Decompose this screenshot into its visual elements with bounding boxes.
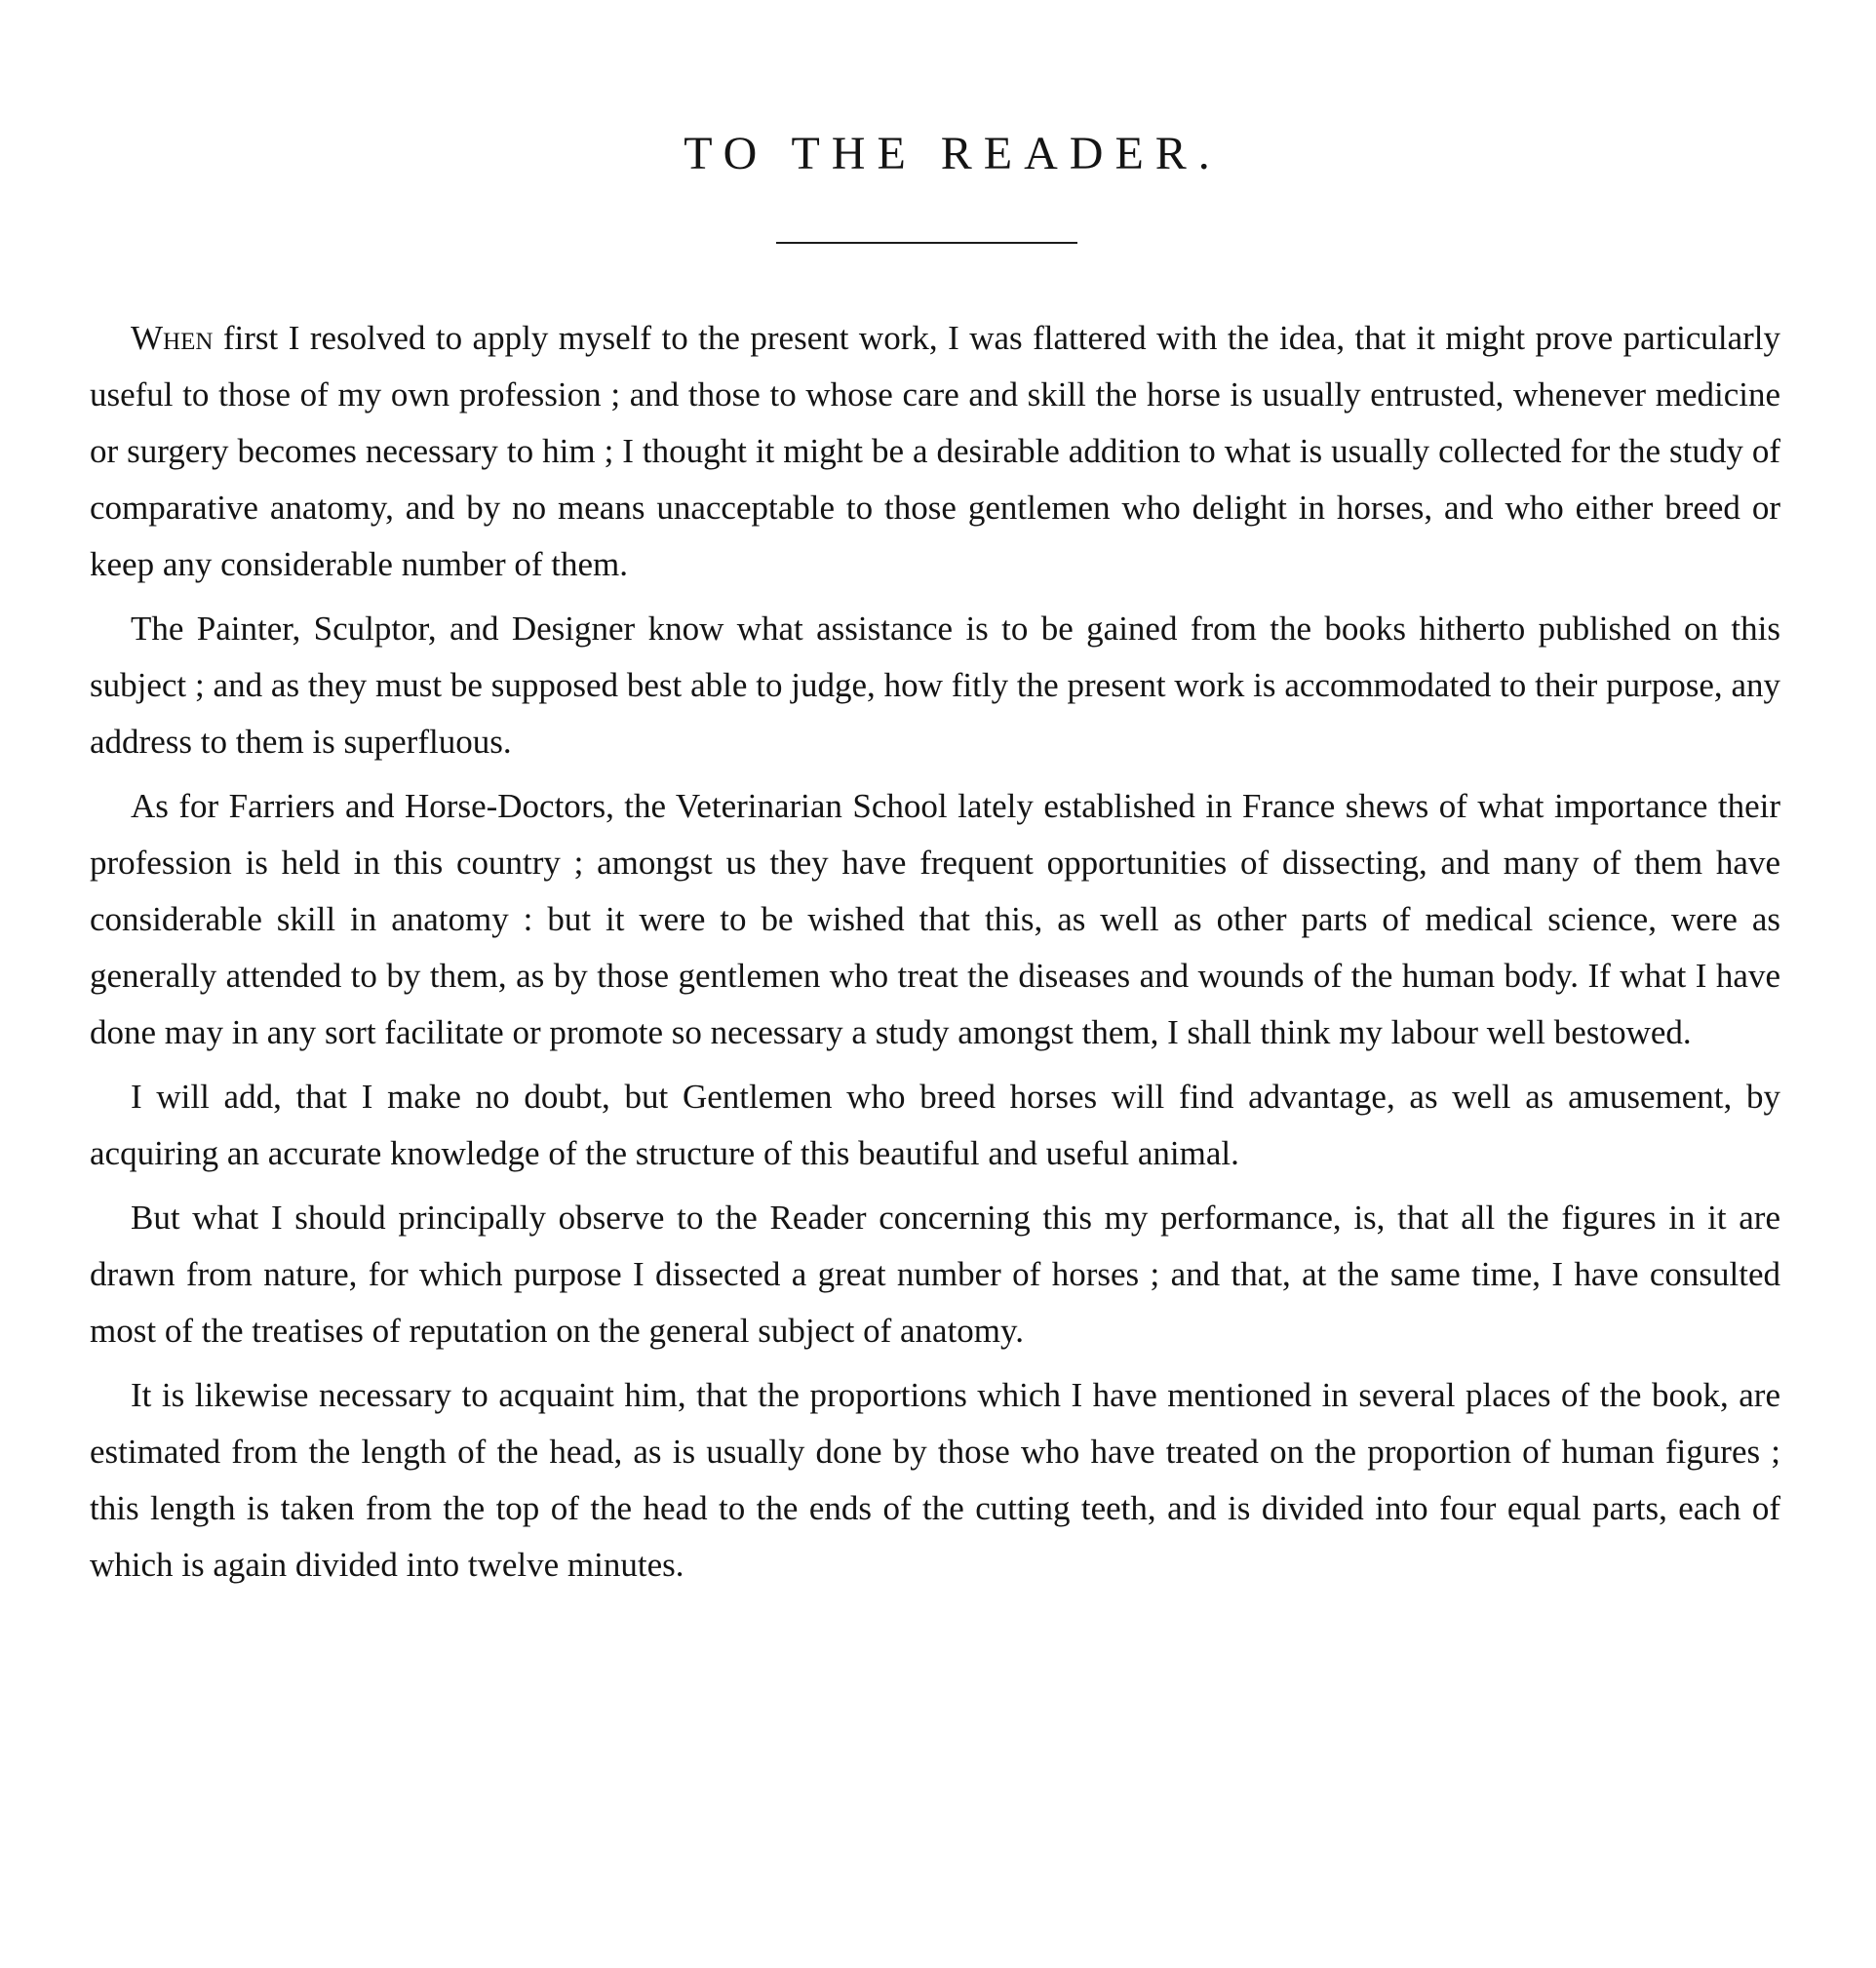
paragraph-6: It is likewise necessary to acquaint him, that the proportions which I have mentioned in several places of the book, are estimated from the length of the head, as is usually done by those who have treated on the proportion of human figures ; this length is taken from the top of the head to the ends of the cutting teeth, and is divided into four equal parts, each of which is again divided into twelve minutes. <box>90 1376 1780 1584</box>
paragraph-1-lead: When <box>131 319 214 357</box>
paragraph-1 <box>90 310 1780 593</box>
body-text <box>90 310 1780 1594</box>
paragraph-5: But what I should principally observe to the Reader concerning this my performance, is, that all the figures in it are drawn from nature, for which purpose I dissected a great number of horses ; and that, at the same time, I have consulted most of the treatises of reputation on the general subject of anatomy. <box>90 1199 1780 1350</box>
paragraph-3: As for Farriers and Horse-Doctors, the Veterinarian School lately established in France shews of what importance their profession is held in this country ; amongst us they have frequent opportunities of dissecting, and many of them have considerable skill in anatomy : but it were to be wished that this, as well as other parts of medical science, were as generally attended to by them, as by those gentlemen who treat the diseases and wounds of the human body. If what I have done may in any sort facilitate or promote so necessary a study amongst them, I shall think my labour well bestowed. <box>90 787 1780 1051</box>
title-rule <box>776 242 1077 244</box>
page-title: TO THE READER. <box>684 128 1222 179</box>
paragraph-2: The Painter, Sculptor, and Designer know what assistance is to be gained from the books hitherto published on this subject ; and as they must be supposed best able to judge, how fitly the present work is accommodated to their purpose, any address to them is superfluous. <box>90 610 1780 761</box>
paragraph-4: I will add, that I make no doubt, but Gentlemen who breed horses will find advantage, as well as amusement, by acquiring an accurate knowledge of the structure of this beautiful and useful animal. <box>90 1078 1780 1172</box>
paragraph-1-text: first I resolved to apply myself to the present work, I was flattered with the idea, that it might prove particularly useful to those of my own profession ; and those to whose care and skill the horse is usually entrusted, whenever medicine or surgery becomes necessary to him ; I thought it might be a desirable addition to what is usually collected for the study of comparative anatomy, and by no means unacceptable to those gentlemen who delight in horses, and who either breed or keep any considerable number of them. <box>90 319 1780 583</box>
